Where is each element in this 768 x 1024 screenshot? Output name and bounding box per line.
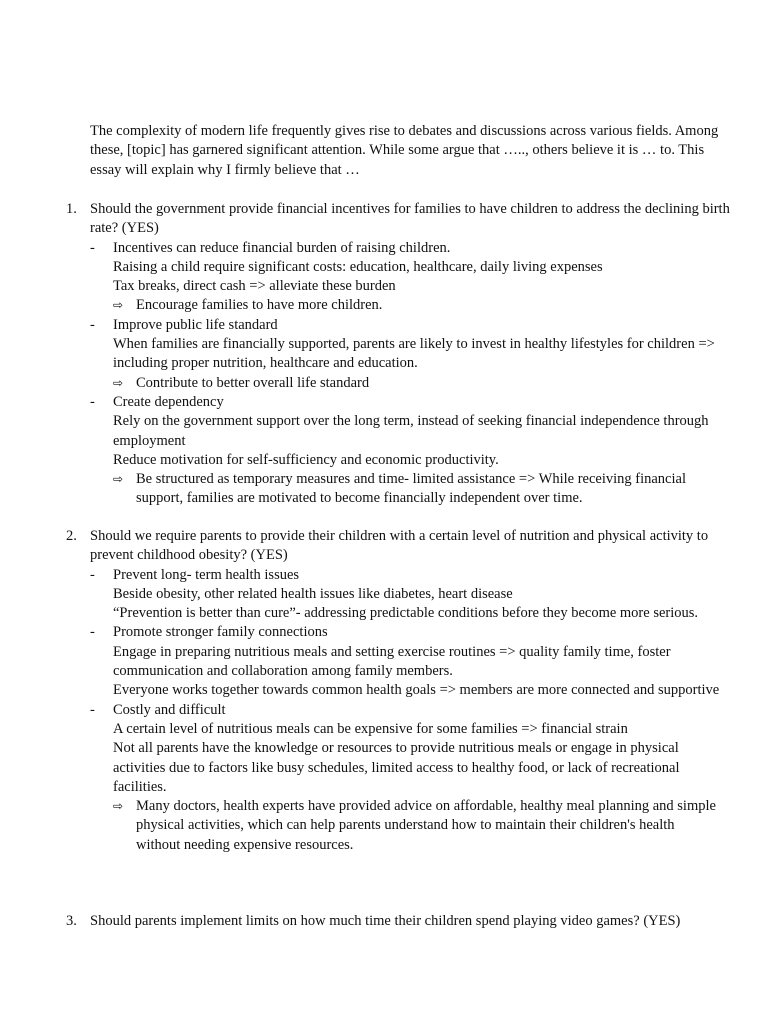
question-text: Should the government provide financial incentives for families to have children to address the declining birth rate? (YES) — [90, 201, 730, 237]
argument-detail: Reduce motivation for self-sufficiency and economic productivity. — [113, 451, 499, 468]
dash-bullet: - — [90, 316, 95, 333]
question-number: 1. — [66, 201, 77, 217]
argument-conclusion — [0, 470, 721, 509]
argument-point — [0, 393, 721, 470]
argument-title: Incentives can reduce financial burden of raising children. — [113, 239, 451, 256]
argument-detail: When families are financially supported, parents are likely to invest in healthy lifestyles for children => including proper nutrition, healthcare and education. — [113, 336, 715, 372]
question-text: Should parents implement limits on how much time their children spend playing video games? (YES) — [90, 913, 681, 929]
argument-detail: Not all parents have the knowledge or resources to provide nutritious meals or engage in physical activities due to factors like busy schedules, limited access to healthy food, or lack of recreational facilities. — [113, 740, 680, 795]
argument-detail: “Prevention is better than cure”- addressing predictable conditions before they become more serious. — [113, 605, 699, 622]
conclusion-text: Contribute to better overall life standard — [136, 374, 370, 391]
dash-bullet: - — [90, 624, 95, 641]
question-number: 3. — [66, 913, 77, 929]
argument-title: Promote stronger family connections — [113, 624, 328, 641]
intro-paragraph: The complexity of modern life frequently gives rise to debates and discussions across various fields. Among these, [topic] has garnered significant attention. While some argue that ….., others believe it is … to. This essay will explain why I firmly believe that … — [90, 123, 719, 178]
argument-point — [0, 701, 721, 797]
argument-title: Create dependency — [113, 393, 224, 410]
argument-detail: Engage in preparing nutritious meals and setting exercise routines => quality family time, foster communication and collaboration among family members. — [113, 643, 671, 680]
arrow-bullet-icon: ⇨ — [113, 799, 124, 814]
argument-point — [0, 239, 721, 297]
argument-conclusion — [0, 797, 721, 855]
question-2 — [0, 527, 768, 855]
argument-detail: Beside obesity, other related health issues like diabetes, heart disease — [113, 585, 513, 602]
argument-title: Improve public life standard — [113, 316, 278, 333]
dash-bullet: - — [90, 239, 95, 256]
conclusion-text: Encourage families to have more children. — [136, 297, 383, 314]
argument-list — [0, 239, 768, 509]
argument-conclusion — [0, 296, 721, 315]
argument-point — [0, 566, 721, 624]
argument-conclusion — [0, 374, 721, 393]
argument-detail: Everyone works together towards common health goals => members are more connected and supportive — [113, 682, 720, 699]
question-heading — [0, 200, 730, 239]
argument-detail: Tax breaks, direct cash => alleviate these burden — [113, 278, 396, 295]
argument-title: Costly and difficult — [113, 701, 226, 718]
question-3 — [0, 912, 768, 931]
dash-bullet: - — [90, 393, 95, 410]
argument-point — [0, 316, 721, 374]
argument-list — [0, 566, 768, 855]
argument-detail: A certain level of nutritious meals can be expensive for some families => financial strain — [113, 720, 628, 737]
dash-bullet: - — [90, 701, 95, 718]
dash-bullet: - — [90, 566, 95, 583]
arrow-bullet-icon: ⇨ — [113, 472, 124, 487]
conclusion-text: Many doctors, health experts have provided advice on affordable, healthy meal planning and simple physical activities, which can help parents understand how to maintain their children's health without needing expensive resources. — [136, 798, 716, 853]
argument-detail: Rely on the government support over the long term, instead of seeking financial independence through employment — [113, 413, 709, 449]
conclusion-text: Be structured as temporary measures and time- limited assistance => While receiving financial support, families are motivated to become financially independent over time. — [136, 471, 686, 507]
question-heading — [0, 912, 730, 931]
question-1 — [0, 200, 768, 509]
argument-detail: Raising a child require significant costs: education, healthcare, daily living expenses — [113, 258, 603, 275]
question-heading — [0, 527, 730, 566]
question-number: 2. — [66, 528, 77, 544]
argument-point — [0, 623, 721, 700]
arrow-bullet-icon: ⇨ — [113, 298, 124, 313]
argument-title: Prevent long- term health issues — [113, 566, 300, 583]
arrow-bullet-icon: ⇨ — [113, 375, 124, 390]
question-text: Should we require parents to provide their children with a certain level of nutrition and physical activity to prevent childhood obesity? (YES) — [90, 528, 709, 564]
